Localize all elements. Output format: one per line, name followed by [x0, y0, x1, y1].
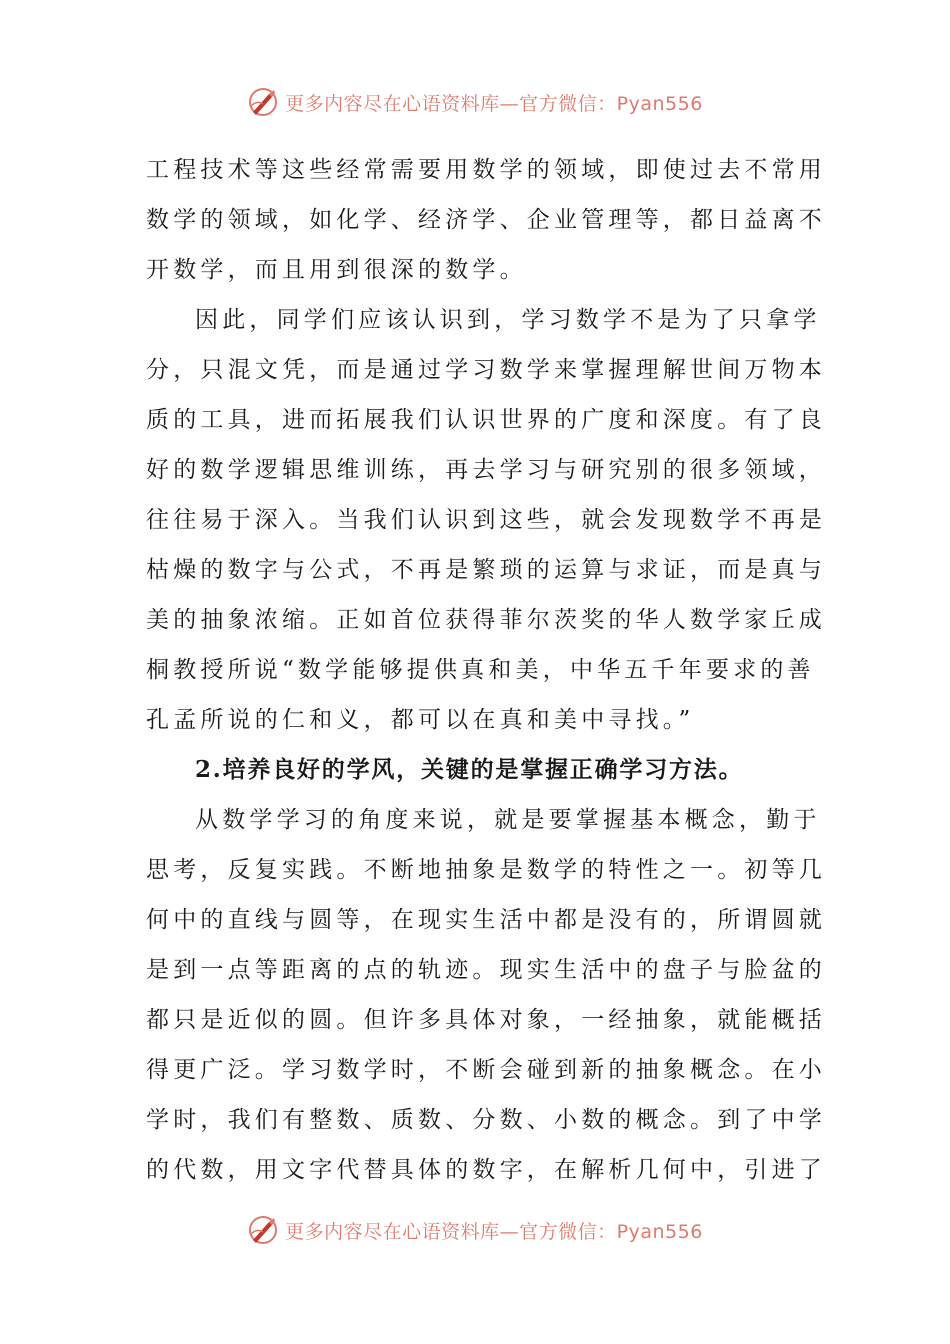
text-line: 是到一点等距离的点的轨迹。现实生活中的盘子与脸盆的	[146, 957, 826, 983]
wechat-id: Pyan556	[616, 1220, 703, 1243]
text-line: 枯燥的数字与公式，不再是繁琐的运算与求证，而是真与	[146, 557, 826, 583]
text-line: 得更广泛。学习数学时，不断会碰到新的抽象概念。在小	[146, 1057, 826, 1083]
text-line: 开数学，而且用到很深的数学。	[146, 257, 527, 283]
text-line: 学时，我们有整数、质数、分数、小数的概念。到了中学	[146, 1107, 826, 1133]
watermark-text: 更多内容尽在心语资料库—官方微信：Pyan556	[285, 1220, 703, 1243]
footer-watermark	[0, 1210, 950, 1250]
text-line: 好的数学逻辑思维训练，再去学习与研究别的很多领域，	[146, 457, 826, 483]
wechat-id: Pyan556	[616, 92, 703, 115]
watermark-text: 更多内容尽在心语资料库—官方微信：Pyan556	[285, 92, 703, 115]
paragraph-start: 从数学学习的角度来说，就是要掌握基本概念，勤于	[195, 807, 821, 833]
text-line: 分，只混文凭，而是通过学习数学来掌握理解世间万物本	[146, 357, 826, 383]
header-watermark	[0, 82, 950, 122]
text-line: 桐教授所说“数学能够提供真和美，中华五千年要求的善	[146, 657, 815, 683]
pen-logo-icon	[247, 1214, 279, 1246]
pen-logo-icon	[247, 86, 279, 118]
text-line: 都只是近似的圆。但许多具体对象，一经抽象，就能概括	[146, 1007, 826, 1033]
text-line: 往往易于深入。当我们认识到这些，就会发现数学不再是	[146, 507, 826, 533]
text-line: 数学的领域，如化学、经济学、企业管理等，都日益离不	[146, 207, 826, 233]
text-line: 美的抽象浓缩。正如首位获得菲尔茨奖的华人数学家丘成	[146, 607, 826, 633]
text-line: 质的工具，进而拓展我们认识世界的广度和深度。有了良	[146, 407, 826, 433]
text-line: 工程技术等这些经常需要用数学的领域，即使过去不常用	[146, 157, 826, 183]
text-line: 的代数，用文字代替具体的数字，在解析几何中，引进了	[146, 1157, 826, 1183]
text-line: 思考，反复实践。不断地抽象是数学的特性之一。初等几	[146, 857, 826, 883]
section-heading: 2.培养良好的学风，关键的是掌握正确学习方法。	[195, 756, 744, 783]
document-body	[146, 145, 826, 1195]
text-line: 何中的直线与圆等，在现实生活中都是没有的，所谓圆就	[146, 907, 826, 933]
paragraph-start: 因此，同学们应该认识到，学习数学不是为了只拿学	[195, 307, 821, 333]
text-line: 孔孟所说的仁和义，都可以在真和美中寻找。”	[146, 707, 695, 733]
